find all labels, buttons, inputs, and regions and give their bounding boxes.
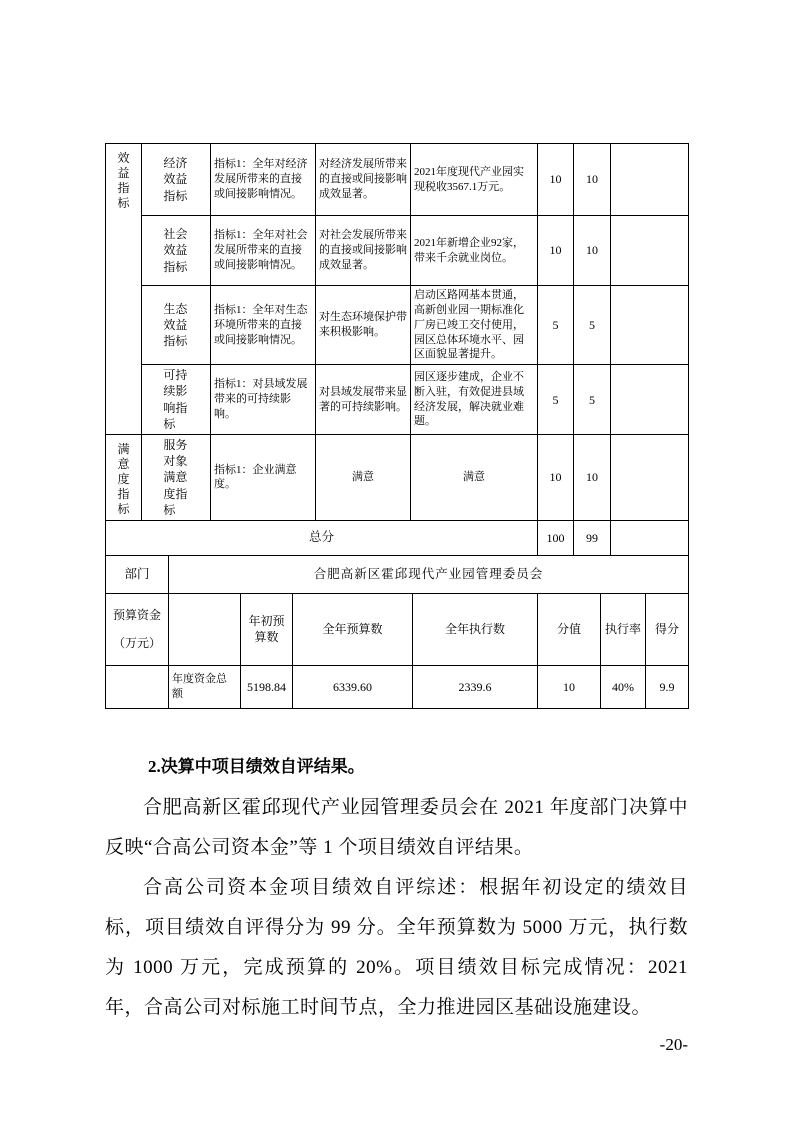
blank-cell [611, 434, 689, 520]
table-row [106, 593, 689, 665]
budget-executed-cell: 2339.6 [413, 665, 538, 708]
actual-cell: 启动区路网基本贯通，高新创业园一期标准化厂房已竣工交付使用，园区总体环境水平、园区面貌显著提升。 [411, 286, 538, 365]
budget-label-line1: 预算资金 [112, 608, 161, 623]
table-row [106, 286, 689, 365]
table-row [106, 434, 689, 520]
total-score-cell: 99 [574, 520, 611, 555]
table-row [106, 144, 689, 216]
satisfaction-group-label-cell [106, 434, 142, 520]
actual-cell: 园区逐步建成，企业不断入驻，有效促进县域经济发展，解决就业难题。 [411, 365, 538, 435]
page-content [105, 143, 688, 1060]
score-cell: 10 [574, 434, 611, 520]
department-label-cell: 部门 [106, 555, 169, 593]
blank-cell [611, 520, 689, 555]
indicator-table [105, 143, 689, 556]
points-cell: 10 [538, 216, 574, 286]
indicator-name-cell: 可持续影响指标 [142, 365, 211, 435]
table-row [106, 216, 689, 286]
blank-cell [611, 286, 689, 365]
blank-cell [169, 593, 241, 665]
indicator-desc-cell: 指标1：全年对社会发展所带来的直接或间接影响情况。 [211, 216, 316, 286]
page-number: -20- [659, 1034, 688, 1054]
budget-header-score: 得分 [646, 593, 689, 665]
indicator-name-cell: 社会效益指标 [142, 216, 211, 286]
indicator-name-cell: 服务对象满意度指标 [142, 434, 211, 520]
target-cell: 满意 [316, 434, 411, 520]
budget-points-cell: 10 [538, 665, 601, 708]
blank-cell [106, 665, 169, 708]
table-row [106, 365, 689, 435]
indicator-desc-cell: 指标1：企业满意度。 [211, 434, 316, 520]
budget-annual-cell: 6339.60 [293, 665, 413, 708]
department-table [105, 555, 689, 594]
benefit-group-label: 效益指标 [117, 151, 130, 210]
actual-cell: 满意 [411, 434, 538, 520]
score-cell: 10 [574, 144, 611, 216]
budget-label-cell [106, 593, 169, 665]
budget-rate-cell: 40% [601, 665, 646, 708]
points-cell: 5 [538, 286, 574, 365]
total-label-cell: 总分 [106, 520, 538, 555]
score-cell: 10 [574, 216, 611, 286]
satisfaction-group-label: 满意度指标 [117, 441, 130, 516]
budget-header-executed: 全年执行数 [413, 593, 538, 665]
budget-table [105, 593, 689, 709]
section-heading: 2.决算中项目绩效自评结果。 [148, 756, 365, 776]
target-cell: 对生态环境保护带来积极影响。 [316, 286, 411, 365]
total-points-cell: 100 [538, 520, 574, 555]
blank-cell [611, 144, 689, 216]
indicator-desc-cell: 指标1：对县域发展带来的可持续影响。 [211, 365, 316, 435]
actual-cell: 2021年度现代产业园实现税收3567.1万元。 [411, 144, 538, 216]
indicator-desc-cell: 指标1：全年对生态环境所带来的直接或间接影响情况。 [211, 286, 316, 365]
table-row [106, 665, 689, 708]
benefit-group-label-cell [106, 144, 142, 435]
department-value-cell: 合肥高新区霍邱现代产业园管理委员会 [169, 555, 689, 593]
actual-cell: 2021年新增企业92家，带来千余就业岗位。 [411, 216, 538, 286]
blank-cell [611, 365, 689, 435]
budget-label-line2: （万元） [112, 636, 161, 651]
target-cell: 对经济发展所带来的直接或间接影响成效显著。 [316, 144, 411, 216]
points-cell: 10 [538, 434, 574, 520]
indicator-name-cell: 生态效益指标 [142, 286, 211, 365]
blank-cell [611, 216, 689, 286]
budget-header-points: 分值 [538, 593, 601, 665]
table-row [106, 520, 689, 555]
target-cell: 对县域发展带来显著的可持续影响。 [316, 365, 411, 435]
budget-score-cell: 9.9 [646, 665, 689, 708]
points-cell: 5 [538, 365, 574, 435]
body-paragraph-1: 合肥高新区霍邱现代产业园管理委员会在 2021 年度部门决算中反映“合高公司资本金”等 1 个项目绩效自评结果。 [105, 796, 688, 858]
body-paragraph-2: 合高公司资本金项目绩效自评综述：根据年初设定的绩效目标，项目绩效自评得分为 99 分。全年预算数为 5000 万元，执行数为 1000 万元，完成预算的 20%。项目绩效目标完成情况：2021 年，合高公司对标施工时间节点，全力推进园区基础设施建设。 [105, 876, 688, 1018]
budget-initial-cell: 5198.84 [241, 665, 293, 708]
budget-header-rate: 执行率 [601, 593, 646, 665]
score-cell: 5 [574, 286, 611, 365]
table-row [106, 555, 689, 593]
indicator-name-cell: 经济效益指标 [142, 144, 211, 216]
budget-row-label-cell: 年度资金总额 [169, 665, 241, 708]
target-cell: 对社会发展所带来的直接或间接影响成效显著。 [316, 216, 411, 286]
score-cell: 5 [574, 365, 611, 435]
budget-header-initial: 年初预算数 [241, 593, 293, 665]
budget-header-annual: 全年预算数 [293, 593, 413, 665]
indicator-desc-cell: 指标1：全年对经济发展所带来的直接或间接影响情况。 [211, 144, 316, 216]
points-cell: 10 [538, 144, 574, 216]
